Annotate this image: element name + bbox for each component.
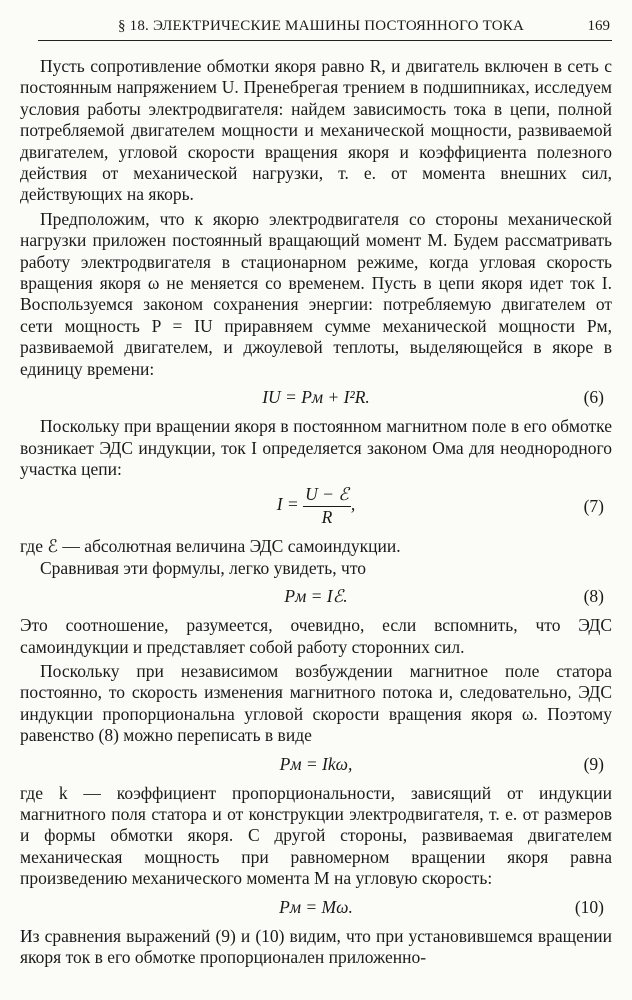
- equation-7-denominator: R: [321, 506, 333, 527]
- equation-7-tail: ,: [350, 494, 356, 515]
- equation-7-lhs: I =: [276, 494, 299, 515]
- page-header: [38, 14, 612, 41]
- paragraph-4: где ℰ — абсолютная величина ЭДС самоиндукции.: [20, 536, 401, 557]
- equation-6-number: (6): [583, 387, 604, 408]
- equation-8-formula: Pм = Iℰ.: [284, 586, 348, 607]
- equation-9-formula: Pм = Ikω,: [279, 753, 353, 774]
- paragraph-9: Из сравнения выражений (9) и (10) видим, что при установившемся вращении якоря ток в его обмотке пропорционален приложенно-: [20, 925, 612, 967]
- equation-10-formula: Pм = Mω.: [279, 896, 353, 917]
- equation-6: [20, 382, 612, 414]
- paragraph-2: Предположим, что к якорю электродвигателя со стороны механической нагрузки приложен постоянный вращающий момент M. Будем рассматривать работу электродвигателя в стационарном режиме, когда угловая скорость вращения якоря ω не меняется со временем. Пусть в цепи якоря идет ток I. Воспользуемся законом сохранения энергии: потребляемую двигателем от сети мощность P = IU приравняем сумме механической мощности Pм, развиваемой двигателем, и джоулевой теплоты, выделяющейся в якоре в единицу времени:: [20, 208, 612, 379]
- equation-7-fraction: [303, 484, 351, 528]
- equation-9-number: (9): [583, 753, 604, 774]
- equation-8-number: (8): [583, 586, 604, 607]
- paragraph-8: где k — коэффициент пропорциональности, зависящий от индукции магнитного поля статора и от конструкции электродвигателя, т. е. от размеров и формы обмотки якоря. С другой стороны, развиваемая двигателем механическая мощность при равномерном вращении якоря равна произведению механического момента M на угловую скорость:: [20, 782, 612, 889]
- equation-7-number: (7): [583, 496, 604, 517]
- paragraph-7: Поскольку при независимом возбуждении магнитное поле статора постоянно, то скорость изменения магнитного потока и, следовательно, ЭДС индукции пропорциональна угловой скорости вращения якоря ω. Поэтому равенство (8) можно переписать в виде: [20, 660, 612, 746]
- running-head: § 18. ЭЛЕКТРИЧЕСКИЕ МАШИНЫ ПОСТОЯННОГО ТОКА: [118, 18, 525, 34]
- equation-10: [20, 892, 612, 924]
- equation-8: [20, 581, 612, 613]
- paragraph-6: Это соотношение, разумеется, очевидно, если вспомнить, что ЭДС самоиндукции и представляет собой работу сторонних сил.: [20, 615, 612, 657]
- paragraph-5: Сравнивая эти формулы, легко увидеть, что: [40, 557, 366, 578]
- equation-9: [20, 749, 612, 781]
- equation-7-numerator: U − ℰ: [303, 484, 351, 506]
- equation-6-formula: IU = Pм + I²R.: [262, 387, 370, 408]
- equation-7: [20, 482, 612, 534]
- paragraph-1: Пусть сопротивление обмотки якоря равно R, и двигатель включен в сеть с постоянным напряжением U. Пренебрегая трением в подшипниках, исследуем условия работы электродвигателя: найдем зависимость тока в цепи, полной потребляемой двигателем мощности и механической мощности, развиваемой двигателем, угловой скорости вращения якоря и коэффициента полезного действия от механической нагрузки, т. е. от момента внешних сил, действующих на якорь.: [20, 56, 612, 205]
- page-body: [20, 56, 612, 968]
- equation-10-number: (10): [574, 896, 604, 917]
- page-number: 169: [587, 18, 610, 34]
- paragraph-3: Поскольку при вращении якоря в постоянном магнитном поле в его обмотке возникает ЭДС индукции, ток I определяется законом Ома для неоднородного участка цепи:: [20, 416, 612, 479]
